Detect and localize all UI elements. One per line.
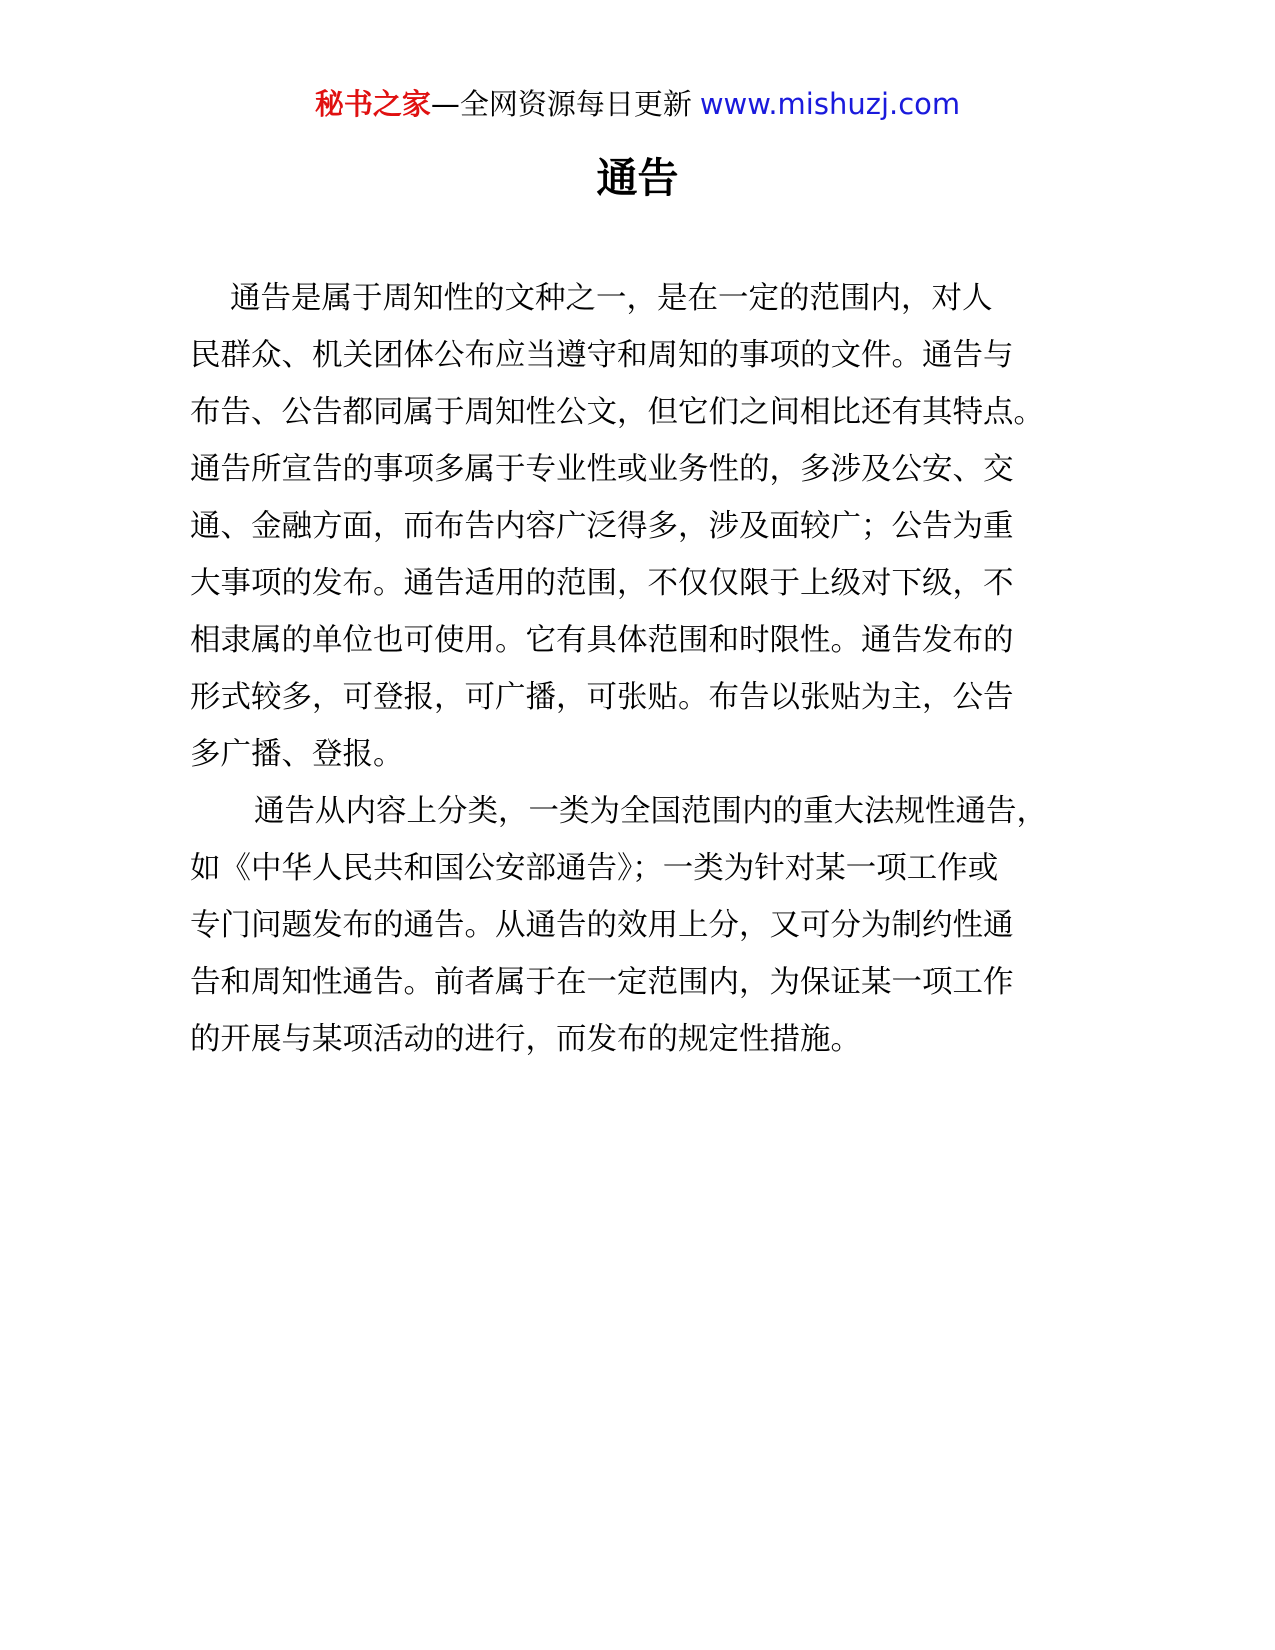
paragraph-2 xyxy=(190,783,1110,1068)
paragraph-line: 通、金融方面，而布告内容广泛得多，涉及面较广；公告为重 xyxy=(190,509,1014,544)
paragraph-line: 多广播、登报。 xyxy=(190,737,404,772)
document-title: 通告 xyxy=(596,154,679,202)
site-banner xyxy=(0,84,1275,124)
paragraph-line: 布告、公告都同属于周知性公文，但它们之间相比还有其特点。 xyxy=(190,395,1044,430)
paragraph-line: 告和周知性通告。前者属于在一定范围内，为保证某一项工作 xyxy=(190,965,1014,1000)
paragraph-line: 如《中华人民共和国公安部通告》；一类为针对某一项工作或 xyxy=(190,851,999,886)
paragraph-line: 通告是属于周知性的文种之一，是在一定的范围内，对人 xyxy=(230,281,993,316)
paragraph-line: 大事项的发布。通告适用的范围，不仅仅限于上级对下级，不 xyxy=(190,566,1014,601)
paragraph-line: 通告所宣告的事项多属于专业性或业务性的，多涉及公安、交 xyxy=(190,452,1014,487)
paragraph-1 xyxy=(190,270,1110,783)
paragraph-line: 形式较多，可登报，可广播，可张贴。布告以张贴为主，公告 xyxy=(190,680,1014,715)
paragraph-line: 通告从内容上分类，一类为全国范围内的重大法规性通告， xyxy=(254,794,1047,829)
paragraph-line: 的开展与某项活动的进行，而发布的规定性措施。 xyxy=(190,1022,861,1057)
brand-name: 秘书之家 xyxy=(314,87,431,121)
document-body xyxy=(190,270,1110,1068)
banner-slogan: —全网资源每日更新 xyxy=(430,87,692,121)
site-url-link[interactable]: www.mishuzj.com xyxy=(699,87,961,121)
paragraph-line: 民群众、机关团体公布应当遵守和周知的事项的文件。通告与 xyxy=(190,338,1014,373)
paragraph-line: 相隶属的单位也可使用。它有具体范围和时限性。通告发布的 xyxy=(190,623,1014,658)
paragraph-line: 专门问题发布的通告。从通告的效用上分，又可分为制约性通 xyxy=(190,908,1014,943)
